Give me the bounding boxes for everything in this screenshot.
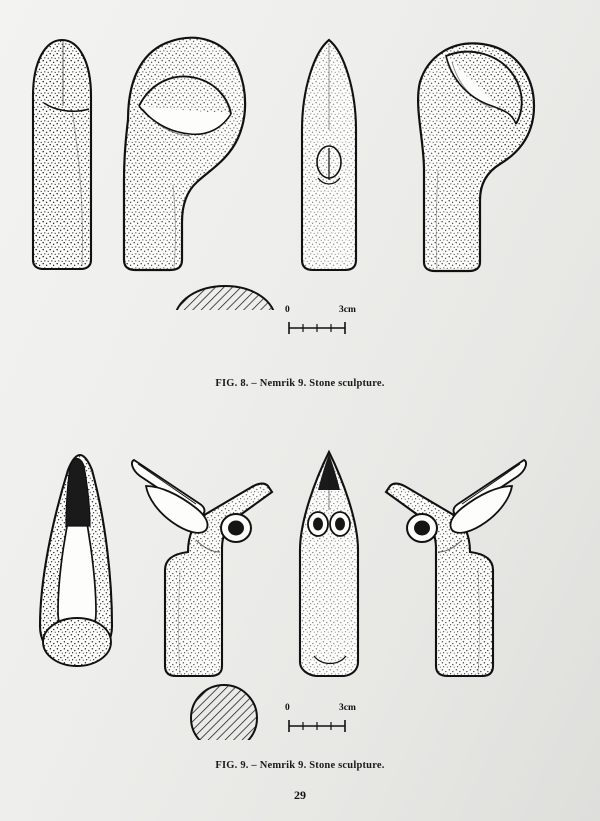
fig9-view-profile-right <box>386 460 526 676</box>
figure-8-drawings <box>0 10 600 310</box>
figure-9-plate <box>0 430 600 790</box>
fig8-scale-start-label: 0 <box>285 305 290 315</box>
fig9-scale-ticks <box>287 718 367 734</box>
fig8-view-left-side <box>33 40 91 269</box>
figure-9-caption: FIG. 9. – Nemrik 9. Stone sculpture. <box>215 760 385 771</box>
fig8-view-profile-left <box>124 38 245 270</box>
figure-8-caption: FIG. 8. – Nemrik 9. Stone sculpture. <box>215 378 385 389</box>
figure-9-drawings <box>0 430 600 740</box>
fig8-cross-section-oval-hatched <box>175 286 275 310</box>
page-number: 29 <box>294 788 306 802</box>
figure-8-plate <box>0 10 600 410</box>
fig8-view-front <box>302 40 356 270</box>
fig9-view-profile-left <box>132 460 272 676</box>
fig8-scale-ticks <box>287 320 367 336</box>
fig9-cross-section-circle-hatched <box>191 685 257 740</box>
fig9-view-top <box>40 455 112 666</box>
fig9-scale-start-label: 0 <box>285 703 290 713</box>
fig9-scale-end-label: 3cm <box>339 703 356 713</box>
fig8-view-profile-right <box>401 38 534 271</box>
fig8-scale-end-label: 3cm <box>339 305 356 315</box>
fig9-view-front <box>300 452 358 676</box>
